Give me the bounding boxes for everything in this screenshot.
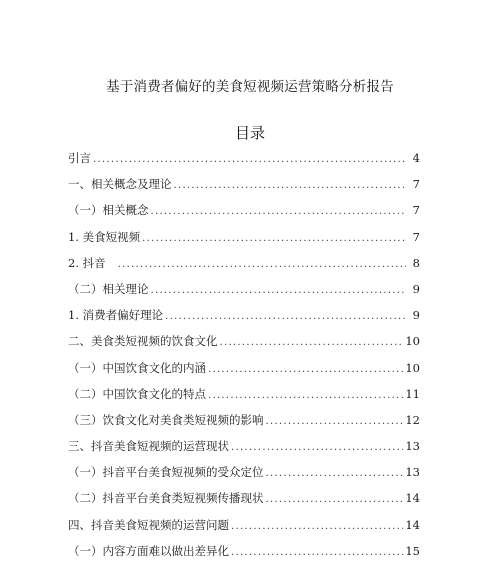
toc-entry[interactable] (68, 541, 420, 567)
toc-entry-title: （二）抖音平台美食类短视频传播现状 (68, 491, 264, 506)
toc-entry[interactable] (68, 174, 420, 200)
toc-entry-title: 三、抖音美食短视频的运营现状 (68, 439, 229, 454)
table-of-contents (68, 148, 420, 567)
toc-entry-title: 引言 (68, 151, 91, 165)
toc-leader-dots (151, 281, 407, 301)
toc-page-number: 12 (405, 412, 420, 427)
toc-page-number: 14 (405, 517, 420, 532)
toc-entry[interactable] (68, 515, 420, 541)
toc-entry-title: （一）中国饮食文化的内涵 (68, 360, 206, 375)
toc-entry-title: 二、美食类短视频的饮食文化 (68, 334, 218, 349)
toc-page-number: 9 (412, 308, 420, 323)
toc-page-number: 7 (412, 177, 420, 192)
toc-entry-title: （三）饮食文化对美食类短视频的影响 (68, 412, 264, 427)
toc-leader-dots (208, 386, 403, 406)
toc-leader-dots (266, 464, 404, 484)
document-title: 基于消费者偏好的美食短视频运营策略分析报告 (106, 79, 394, 95)
toc-heading: 目录 (234, 124, 265, 142)
toc-entry[interactable] (68, 436, 420, 462)
toc-entry-title: 1. 消费者偏好理论 (68, 308, 164, 323)
toc-leader-dots (165, 307, 406, 327)
toc-entry[interactable] (68, 148, 420, 174)
toc-entry[interactable] (68, 227, 420, 253)
toc-leader-dots (231, 438, 403, 458)
toc-page-number: 13 (405, 465, 420, 480)
toc-entry-title: 四、抖音美食短视频的运营问题 (68, 517, 229, 532)
toc-page-number: 7 (412, 203, 420, 218)
toc-entry[interactable] (68, 305, 420, 331)
toc-entry-title: 一、相关概念及理论 (68, 177, 172, 192)
toc-page-number: 7 (412, 229, 420, 244)
toc-page-number: 10 (405, 334, 420, 349)
toc-leader-dots (231, 517, 403, 537)
toc-entry-title: （一）相关概念 (68, 203, 149, 218)
toc-entry-title: （一）抖音平台美食短视频的受众定位 (68, 465, 264, 480)
toc-page-number: 4 (412, 151, 420, 165)
toc-page-number: 14 (405, 491, 420, 506)
toc-entry-title: （二）相关理论 (68, 281, 149, 296)
toc-entry[interactable] (68, 488, 420, 514)
toc-leader-dots (266, 412, 404, 432)
toc-leader-dots (174, 176, 407, 196)
toc-leader-dots (208, 360, 403, 380)
toc-page-number: 9 (412, 281, 420, 296)
toc-leader-dots (93, 150, 406, 170)
toc-leader-dots (151, 202, 407, 222)
toc-leader-dots (142, 229, 406, 249)
toc-leader-dots (266, 490, 404, 510)
toc-entry[interactable] (68, 253, 420, 279)
toc-entry[interactable] (68, 331, 420, 357)
toc-page-number: 15 (405, 543, 420, 558)
toc-entry-title: 1. 美食短视频 (68, 229, 141, 244)
toc-entry[interactable] (68, 410, 420, 436)
toc-leader-dots (220, 333, 404, 353)
toc-entry-title: （一）内容方面难以做出差异化 (68, 543, 229, 558)
toc-page-number: 11 (405, 386, 420, 401)
toc-entry-title: 2. 抖音 (68, 255, 106, 270)
toc-leader-dots (118, 255, 406, 275)
toc-entry-title: （二）中国饮食文化的特点 (68, 386, 206, 401)
toc-entry[interactable] (68, 384, 420, 410)
toc-page-number: 13 (405, 439, 420, 454)
toc-entry[interactable] (68, 279, 420, 305)
toc-entry[interactable] (68, 200, 420, 226)
toc-page-number: 10 (405, 360, 420, 375)
toc-leader-dots (231, 543, 403, 563)
toc-page-number: 8 (412, 255, 420, 270)
toc-entry[interactable] (68, 358, 420, 384)
toc-entry[interactable] (68, 462, 420, 488)
